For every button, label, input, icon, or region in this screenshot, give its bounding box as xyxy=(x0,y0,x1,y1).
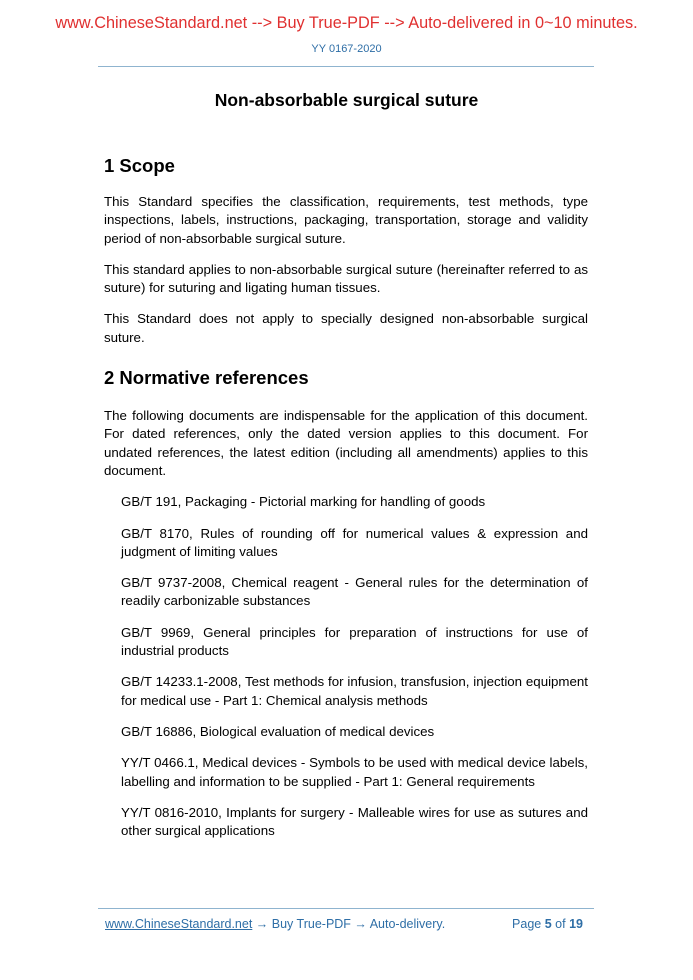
page-indicator xyxy=(512,917,583,931)
reference-item: YY/T 0816-2010, Implants for surgery - Malleable wires for use as sutures and other surgical applications xyxy=(121,804,588,839)
reference-item: GB/T 191, Packaging - Pictorial marking for handling of goods xyxy=(121,494,486,510)
document-body xyxy=(104,155,588,840)
page-current: 5 xyxy=(544,917,552,931)
footer-link-text: → Buy True-PDF → Auto-delivery. xyxy=(252,917,446,931)
reference-item: GB/T 8170, Rules of rounding off for numerical values & expression and judgment of limiting values xyxy=(121,525,588,559)
document-title: Non-absorbable surgical suture xyxy=(214,90,479,110)
header-banner: www.ChineseStandard.net --> Buy True-PDF --> Auto-delivered in 0~10 minutes. xyxy=(55,14,638,32)
paragraph: This Standard specifies the classification, requirements, test methods, type inspections, labels, instructions, packaging, transportation, storage and validity period of non-absorbable surgical suture. xyxy=(104,194,588,246)
page-total: 19 xyxy=(569,917,583,931)
header-divider xyxy=(98,66,594,67)
page-label: Page xyxy=(512,917,542,931)
page-of-label: of xyxy=(555,917,566,931)
reference-item: GB/T 16886, Biological evaluation of medical devices xyxy=(121,723,435,739)
section-heading-scope: 1 Scope xyxy=(104,155,175,176)
section-heading-normative-references: 2 Normative references xyxy=(104,367,309,389)
paragraph: This Standard does not apply to specially designed non-absorbable surgical suture. xyxy=(104,311,588,345)
reference-item: GB/T 14233.1-2008, Test methods for infusion, transfusion, injection equipment for medical use - Part 1: Chemical analysis methods xyxy=(121,674,588,708)
document-number: YY 0167-2020 xyxy=(311,43,382,55)
footer-link[interactable] xyxy=(105,917,445,931)
footer-divider xyxy=(98,908,594,909)
paragraph: This standard applies to non-absorbable surgical suture (hereinafter referred to as suture) for suturing and ligating human tissues. xyxy=(104,261,588,296)
reference-item: GB/T 9969, General principles for preparation of instructions for use of industrial products xyxy=(121,624,588,659)
footer-url[interactable]: www.ChineseStandard.net xyxy=(105,917,253,931)
reference-item: GB/T 9737-2008, Chemical reagent - General rules for the determination of readily carbonizable substances xyxy=(121,575,588,609)
reference-item: YY/T 0466.1, Medical devices - Symbols to be used with medical device labels, labelling and information to be supplied - Part 1: General requirements xyxy=(121,755,588,789)
paragraph: The following documents are indispensable for the application of this document. For dated references, only the dated version applies to this document. For undated references, the latest edition (including all amendments) applies to this document. xyxy=(104,408,588,478)
